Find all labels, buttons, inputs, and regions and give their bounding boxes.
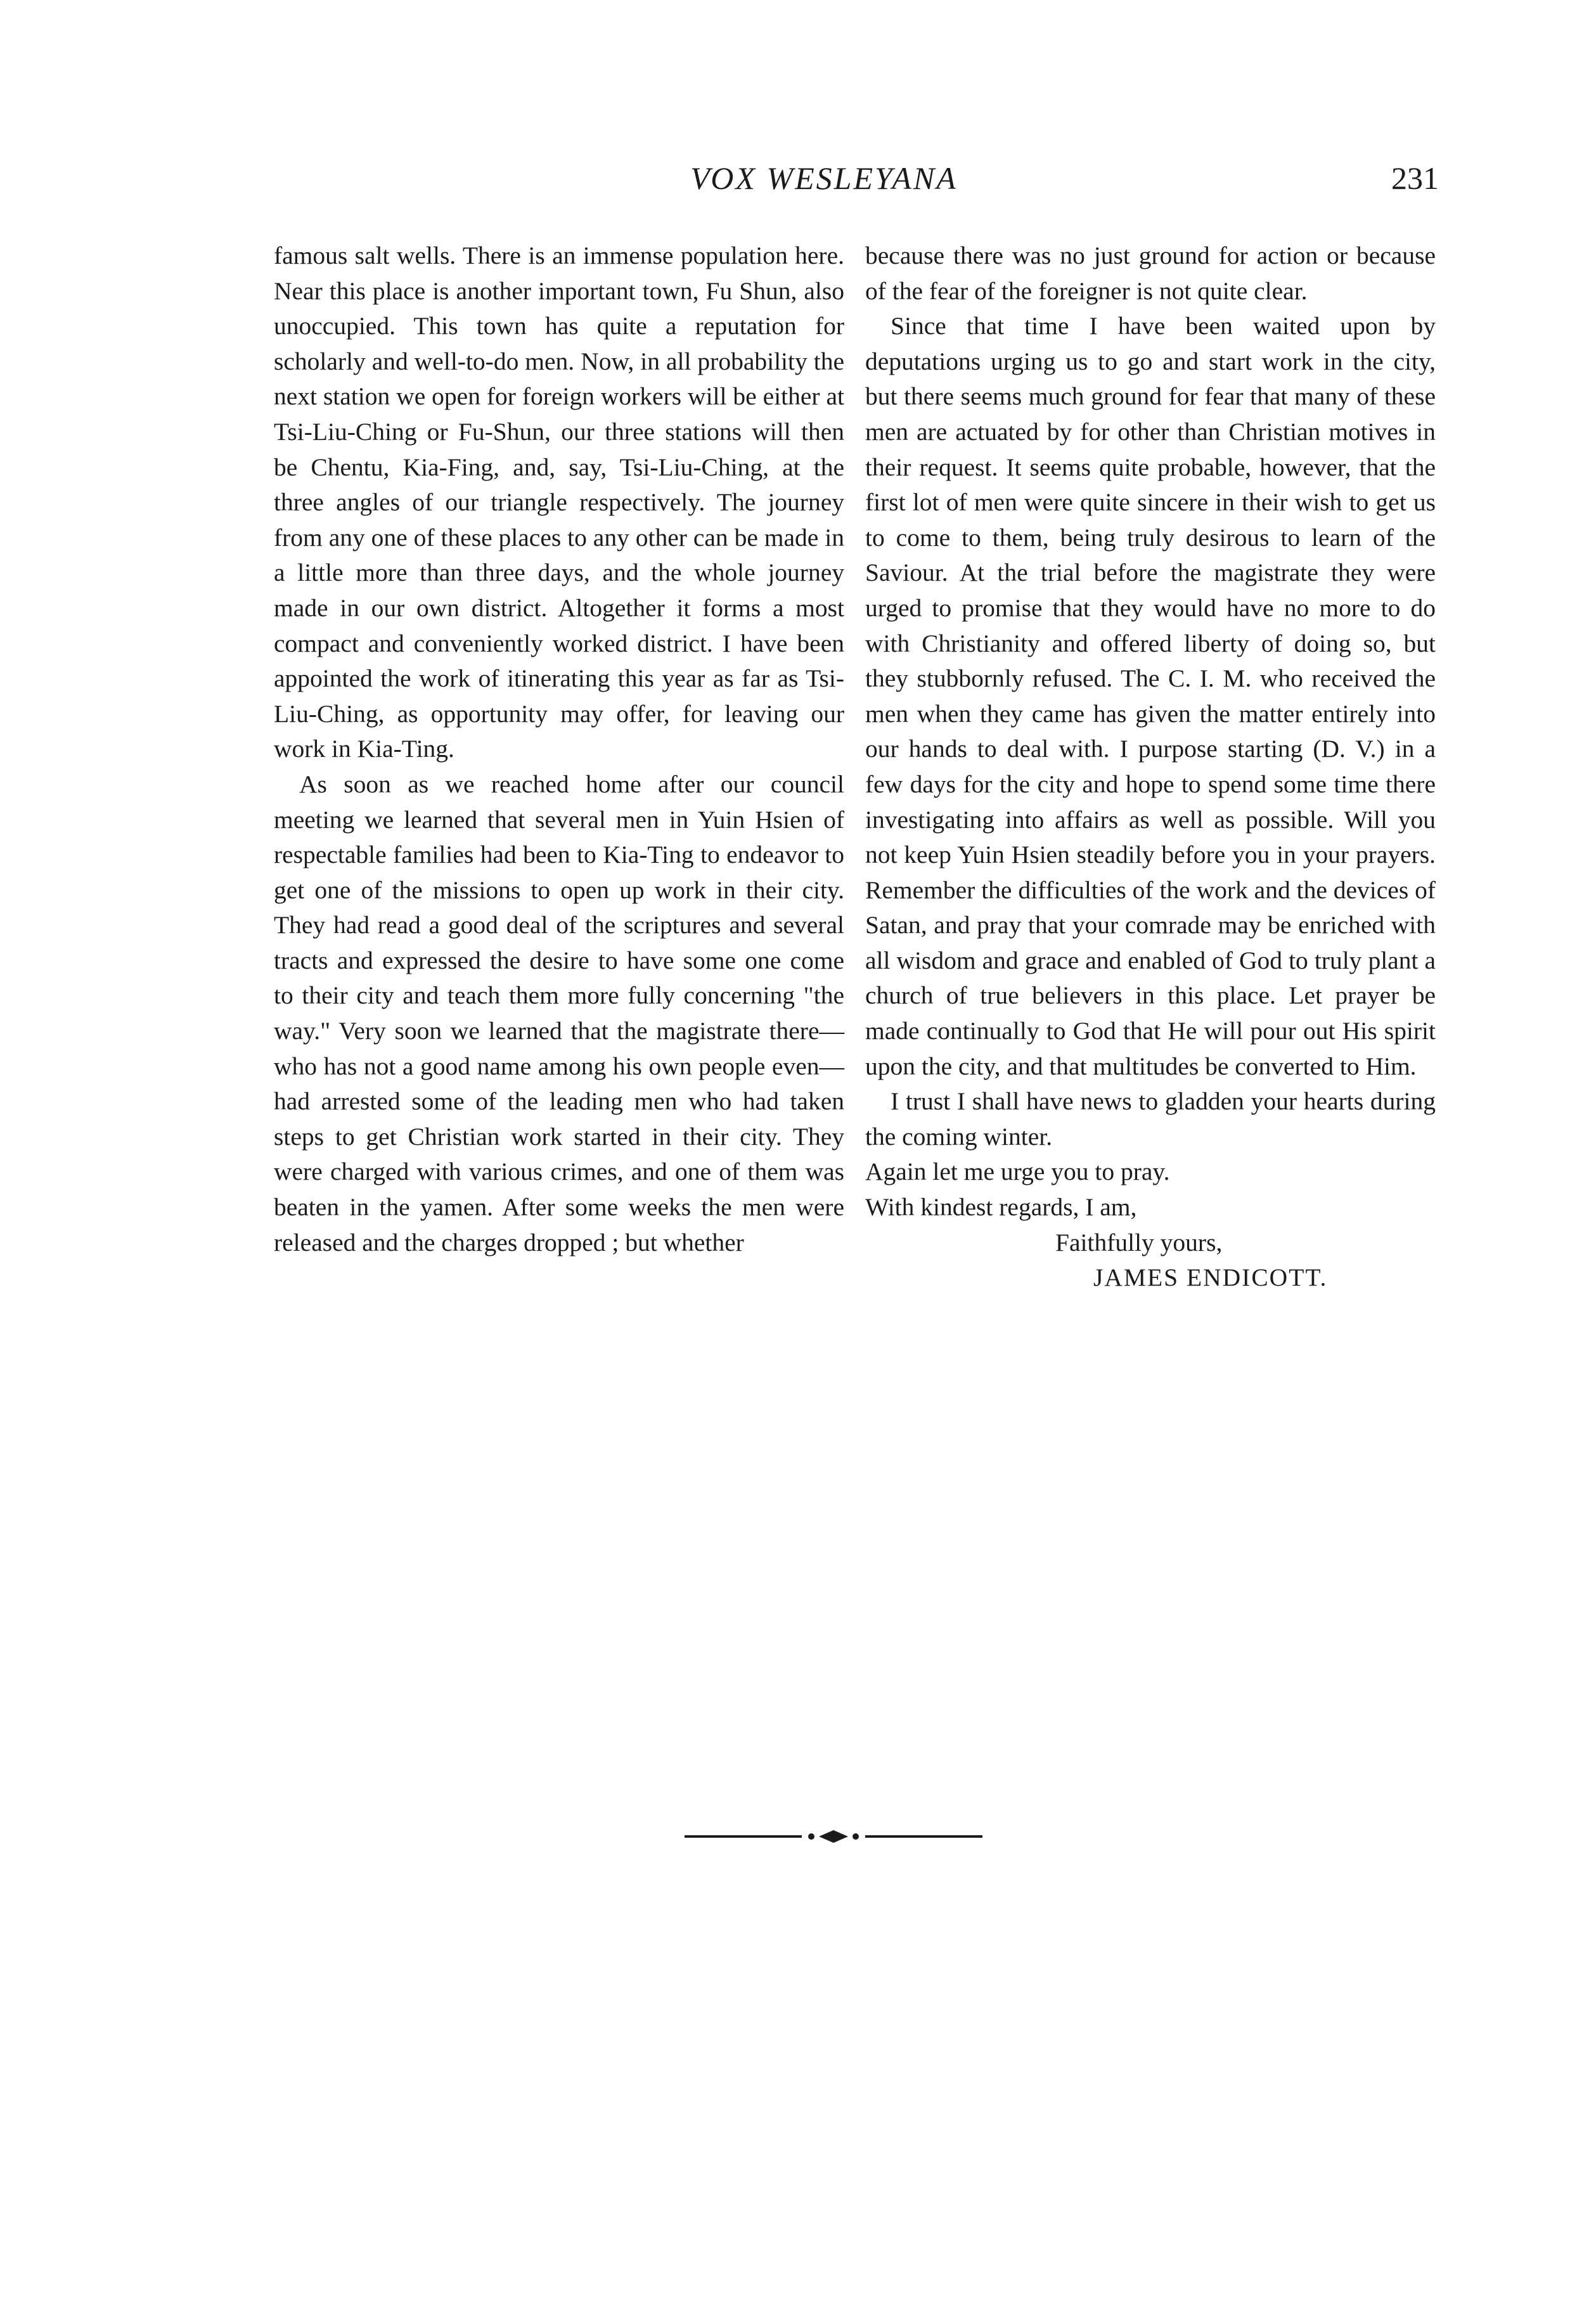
closing-line: Again let me urge you to pray. bbox=[865, 1158, 1170, 1186]
page-number: 231 bbox=[1391, 160, 1439, 196]
signature: JAMES ENDICOTT. bbox=[1093, 1263, 1328, 1292]
paragraph: because there was no just ground for action or because of the fear of the foreigner is not quite clear. bbox=[865, 242, 1436, 305]
paragraph: Since that time I have been waited upon by deputations urging us to go and start work in the city, but there seems much ground for fear that many of these men are actuated by for other than Christian motives in their request. It seems quite probable, however, that the first lot of men were quite sincere in their wish to get us to come to them, being truly desirous to learn of the Saviour. At the trial before the magistrate they were urged to promise that they would have no more to do with Christianity and offered liberty of doing so, but they stubbornly refused. The C. I. M. who received the men when they came has given the matter entirely into our hands to deal with. I purpose starting (D. V.) in a few days for the city and hope to spend some time there investigating into affairs as well as possible. Will you not keep Yuin Hsien steadily before you in your prayers. Remember the difficulties of the work and the devices of Satan, and pray that your comrade may be enriched with all wisdom and grace and enabled of God to truly plant a church of true believers in this place. Let prayer be made continually to God that He will pour out His spirit upon the city, and that multitudes be converted to Him. bbox=[865, 312, 1436, 1080]
ornament-divider-icon bbox=[685, 1827, 982, 1846]
page-header bbox=[209, 160, 1439, 210]
paragraph: famous salt wells. There is an immense population here. Near this place is another important town, Fu Shun, also unoccupied. This town has quite a reputation for scholarly and well-to-do men. Now, in all probability the next station we open for foreign workers will be either at Tsi-Liu-Ching or Fu-Shun, our three stations will then be Chentu, Kia-Fing, and, say, Tsi-Liu-Ching, at the three angles of our triangle respectively. The journey from any one of these places to any other can be made in a little more than three days, and the whole journey made in our own district. Altogether it forms a most compact and conveniently worked district. I have been appointed the work of itinerating this year as far as Tsi-Liu-Ching, as opportunity may offer, for leaving our work in Kia-Ting. bbox=[274, 242, 844, 763]
running-head: VOX WESLEYANA bbox=[690, 160, 958, 196]
paragraph: As soon as we reached home after our council meeting we learned that several men in Yuin Hsien of respectable families had been to Kia-Ting to endeavor to get one of the missions to open up work in their city. They had read a good deal of the scriptures and several tracts and expressed the desire to have some one come to their city and teach them more fully concerning "the way." Very soon we learned that the magistrate there—who has not a good name among his own people even—had arrested some of the leading men who had taken steps to get Christian work started in their city. They were charged with various crimes, and one of them was beaten in the yamen. After some weeks the men were released and the charges dropped ; but whether bbox=[274, 770, 844, 1256]
right-column bbox=[865, 238, 1436, 1296]
left-column bbox=[274, 238, 844, 1260]
valediction: Faithfully yours, bbox=[1055, 1228, 1223, 1256]
paragraph: I trust I shall have news to gladden your hearts during the coming winter. bbox=[865, 1087, 1436, 1151]
closing-line: With kindest regards, I am, bbox=[865, 1193, 1137, 1222]
